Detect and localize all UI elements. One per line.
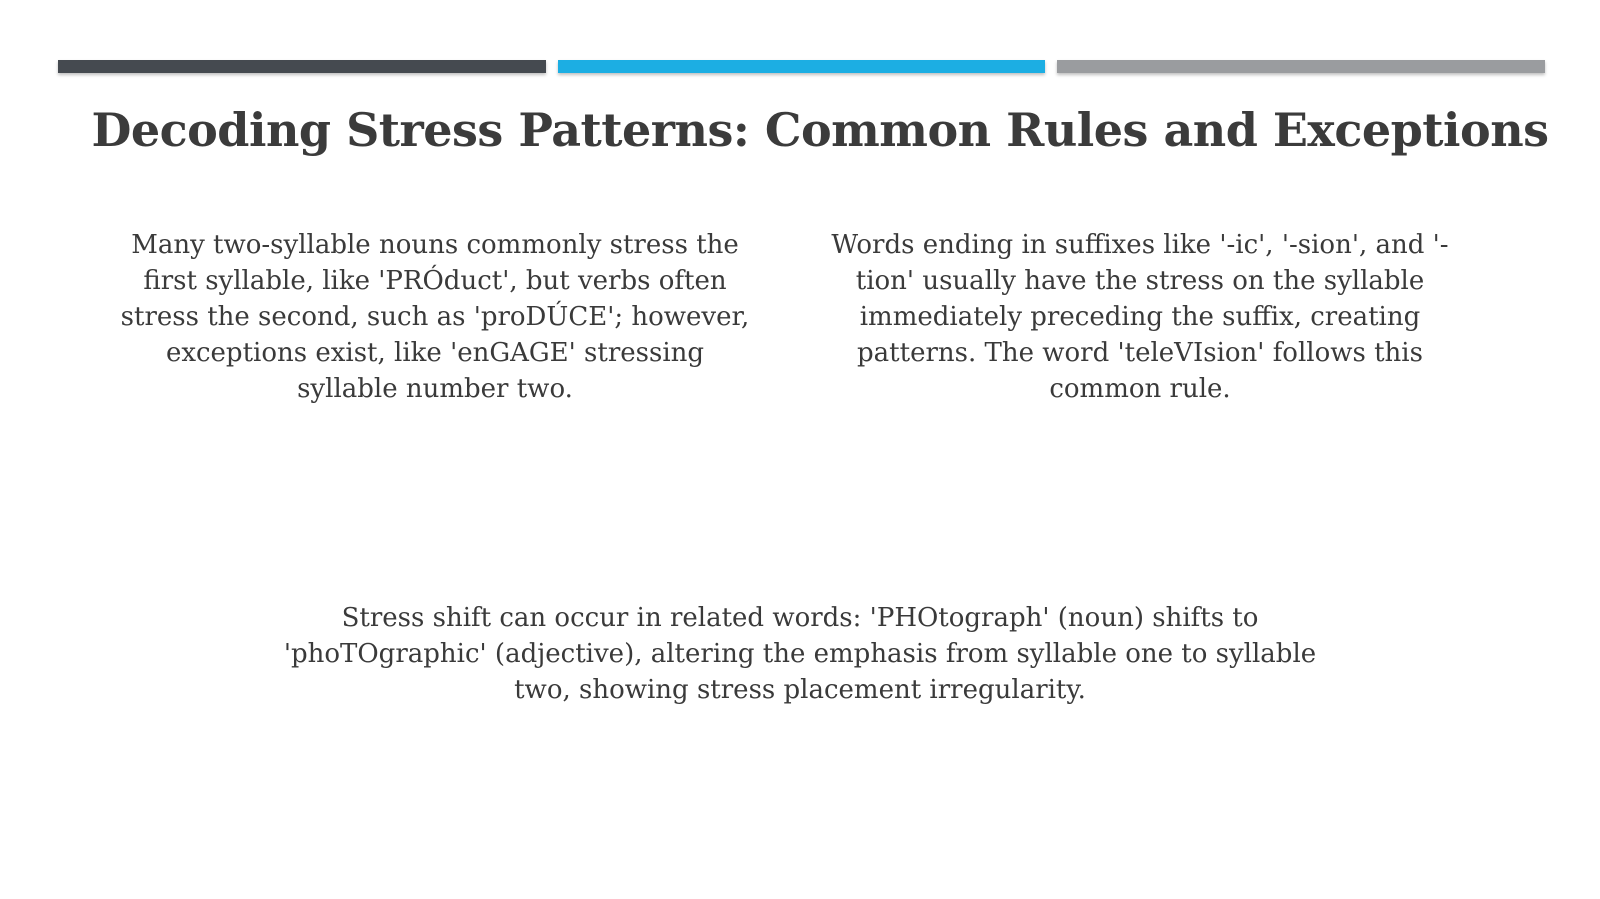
accent-bar-blue xyxy=(558,60,1045,73)
accent-bar-gray xyxy=(1057,60,1545,73)
right-paragraph: Words ending in suffixes like '-ic', '-sion', and '-tion' usually have the stress on the syllable immediately preceding the suffix, creating patterns. The word 'teleVIsion' follows this common rule. xyxy=(831,230,1449,404)
left-paragraph: Many two-syllable nouns commonly stress the first syllable, like 'PRÓduct', but verbs often stress the second, such as 'proDÚCE'; however, exceptions exist, like 'enGAGE' stressing syllable number two. xyxy=(120,230,750,404)
accent-bar-dark xyxy=(58,60,546,73)
bottom-paragraph: Stress shift can occur in related words: 'PHOtograph' (noun) shifts to 'phoTOgraphic' (adjective), altering the emphasis from syllable one to syllable two, showing stress placement irregularity. xyxy=(283,603,1317,705)
slide-title: Decoding Stress Patterns: Common Rules and Exceptions xyxy=(91,103,1549,157)
